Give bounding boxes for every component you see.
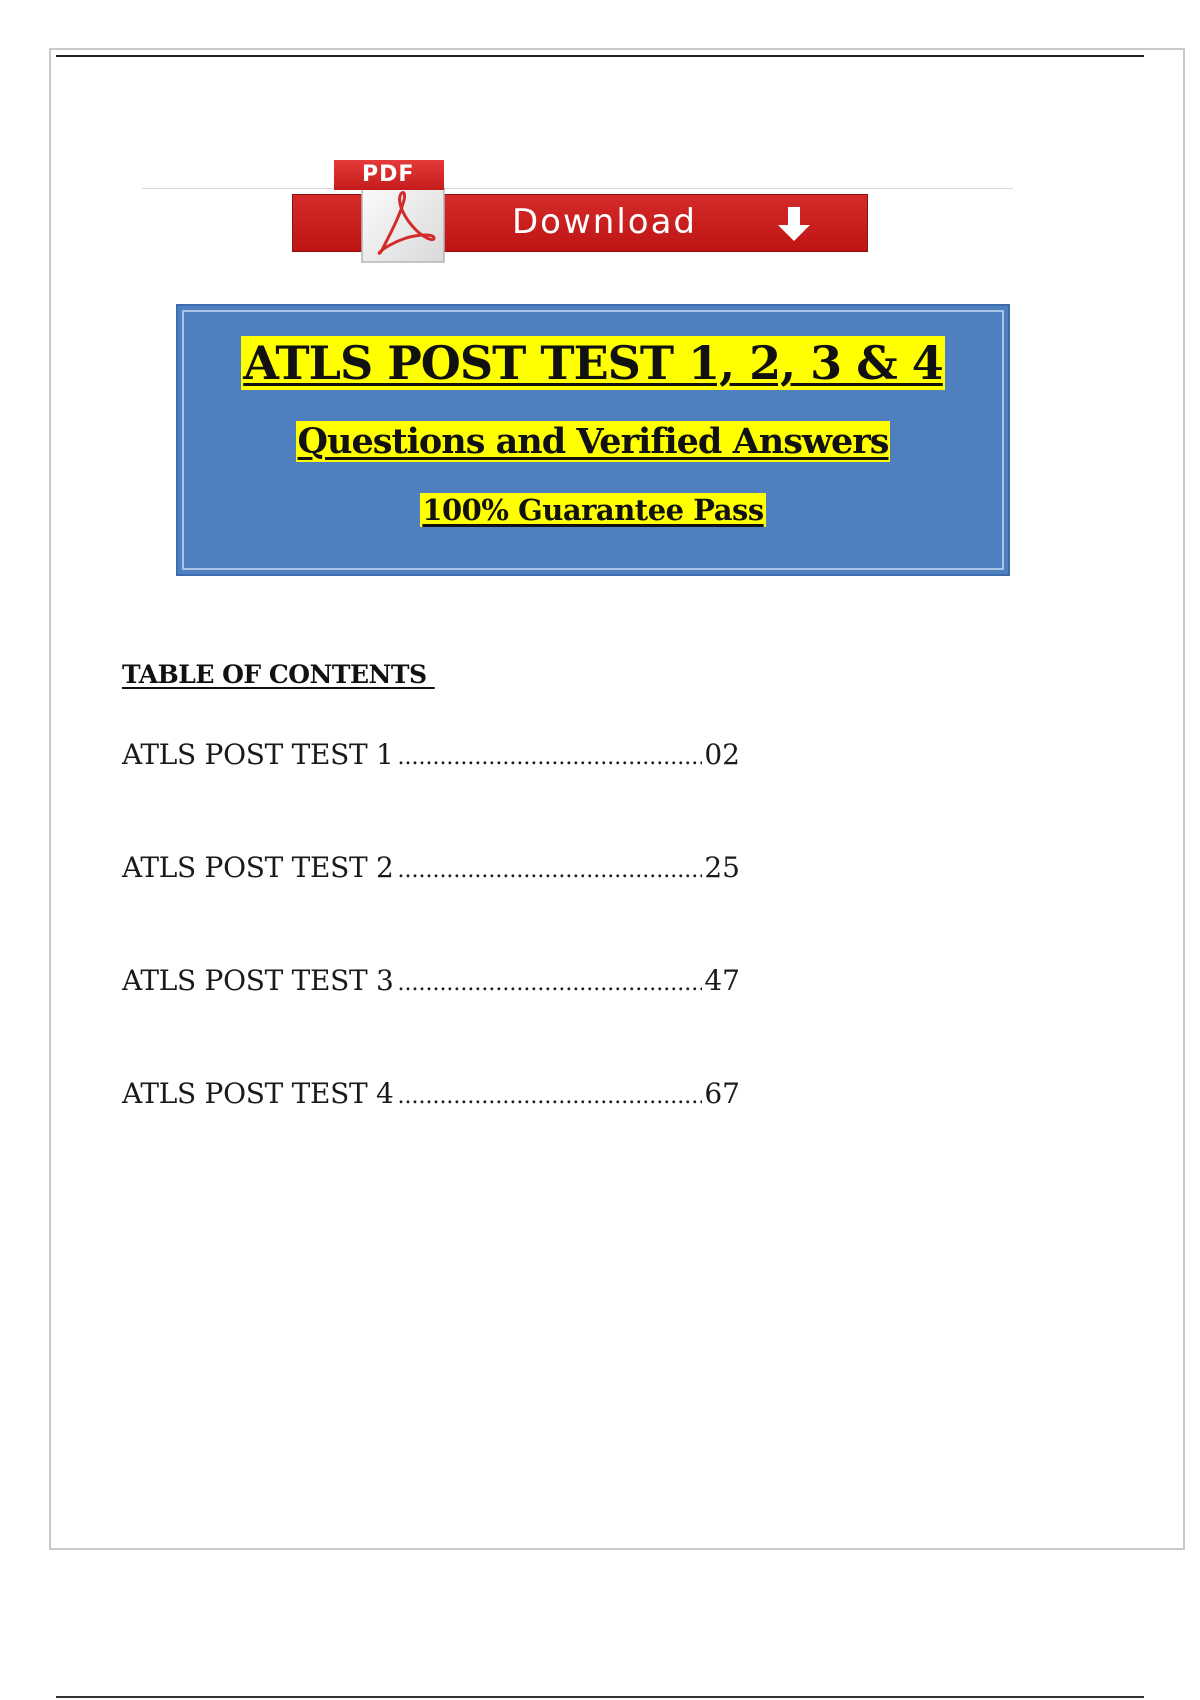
toc-entry-title[interactable]: ATLS POST TEST 2 bbox=[122, 851, 394, 884]
toc-entry-page[interactable]: 25 bbox=[704, 851, 740, 884]
toc-entry-title[interactable]: ATLS POST TEST 4 bbox=[122, 1077, 394, 1110]
toc-entry-title[interactable]: ATLS POST TEST 1 bbox=[122, 738, 394, 771]
toc-entry-1[interactable] bbox=[122, 738, 740, 778]
title-subtitle: Questions and Verified Answers bbox=[297, 421, 889, 462]
toc-heading: TABLE OF CONTENTS bbox=[122, 660, 435, 689]
toc-entry-3[interactable] bbox=[122, 964, 740, 1004]
pdf-file-icon[interactable] bbox=[330, 154, 448, 264]
download-arrow-icon[interactable] bbox=[774, 205, 814, 245]
download-label[interactable]: Download bbox=[512, 202, 698, 242]
toc-entry-page[interactable]: 02 bbox=[704, 738, 740, 771]
toc-leader-dots bbox=[397, 1084, 702, 1109]
pdf-label[interactable]: PDF bbox=[334, 160, 444, 190]
bottom-rule bbox=[56, 1696, 1144, 1698]
toc-entry-page[interactable]: 47 bbox=[704, 964, 740, 997]
pdf-download-button[interactable] bbox=[292, 150, 868, 265]
page-frame bbox=[49, 48, 1185, 1550]
title-main: ATLS POST TEST 1, 2, 3 & 4 bbox=[243, 336, 943, 390]
toc-entry-page[interactable]: 67 bbox=[704, 1077, 740, 1110]
toc-leader-dots bbox=[397, 858, 702, 883]
toc-leader-dots bbox=[397, 745, 702, 770]
toc-entry-title[interactable]: ATLS POST TEST 3 bbox=[122, 964, 394, 997]
top-rule bbox=[56, 55, 1144, 57]
toc-entry-2[interactable] bbox=[122, 851, 740, 891]
toc-leader-dots bbox=[397, 971, 702, 996]
toc-entry-4[interactable] bbox=[122, 1077, 740, 1117]
title-tagline: 100% Guarantee Pass bbox=[422, 493, 764, 527]
title-box bbox=[176, 304, 1010, 576]
